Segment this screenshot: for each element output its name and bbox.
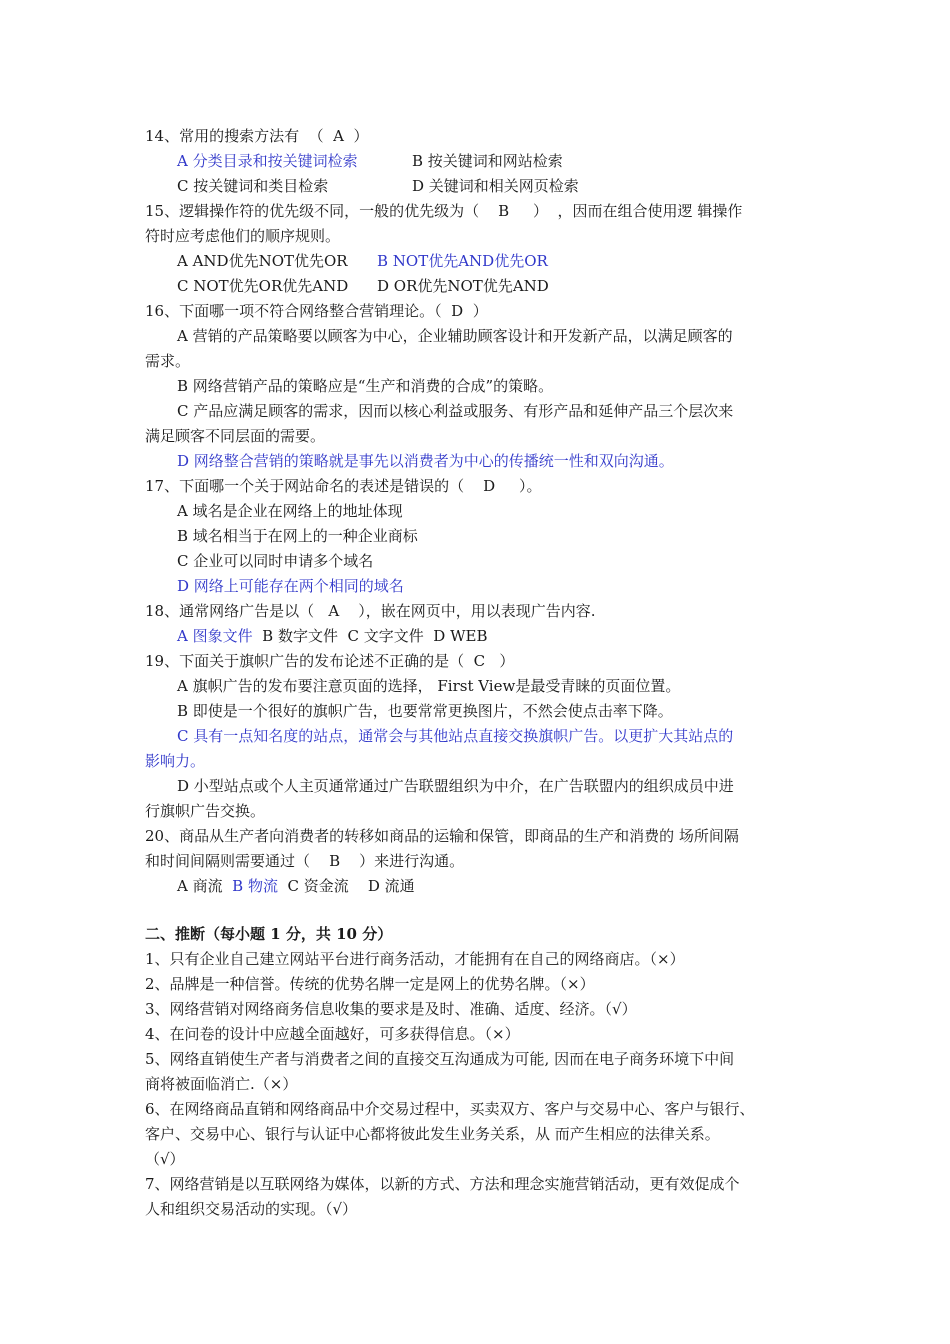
question-15-option-c: C NOT优先OR优先AND [177,277,349,295]
question-19-option-c-line-1: C 具有一点知名度的站点，通常会与其他站点直接交换旗帜广告。以更扩大其站点的 [177,727,734,745]
judgment-item-7-line-2: 人和组织交易活动的实现。（√） [145,1200,358,1218]
document-content [145,124,815,1222]
judgment-item-1: 1、只有企业自己建立网站平台进行商务活动，才能拥有在自己的网络商店。（×） [145,950,685,968]
question-18-options [145,624,815,649]
question-16-stem: 16、下面哪一项不符合网络整合营销理论。（ D ） [145,302,488,320]
question-18-stem: 18、通常网络广告是以（ A ），嵌在网页中，用以表现广告内容. [145,602,596,620]
question-19-option-b: B 即使是一个很好的旗帜广告，也要常常更换图片，不然会使点击率下降。 [177,702,673,720]
question-20-option-d: D 流通 [367,877,415,895]
question-17-option-d: D 网络上可能存在两个相同的域名 [177,577,404,595]
question-17-option-b: B 域名相当于在网上的一种企业商标 [177,527,418,545]
question-19-option-d-line-1: D 小型站点或个人主页通常通过广告联盟组织为中介，在广告联盟内的组织成员中进 [177,777,734,795]
question-20-option-c: C 资金流 [287,877,349,895]
question-20-stem-line-2: 和时间间隔则需要通过（ B ）来进行沟通。 [145,852,465,870]
judgment-item-6-line-1: 6、在网络商品直销和网络商品中介交易过程中，买卖双方、客户与交易中心、客户与银行、 [145,1100,755,1118]
question-20-stem-line-1: 20、商品从生产者向消费者的转移如商品的运输和保管，即商品的生产和消费的 场所间隔 [145,827,739,845]
question-14-stem: 14、常用的搜索方法有 （ A ） [145,127,369,145]
question-15-option-b: B NOT优先AND优先OR [377,252,548,270]
question-14-option-c: C 按关键词和类目检索 [177,177,329,195]
question-15-option-a: A AND优先NOT优先OR [177,252,348,270]
question-14-options-row-2 [145,174,815,199]
question-18-option-d: D WEB [433,627,488,645]
question-16-option-a-line-1: A 营销的产品策略要以顾客为中心，企业辅助顾客设计和开发新产品，以满足顾客的 [177,327,733,345]
judgment-item-6-line-2: 客户、交易中心、银行与认证中心都将彼此发生业务关系，从 而产生相应的法律关系。 [145,1125,720,1143]
question-19-option-c-line-2: 影响力。 [145,752,206,770]
section-spacer [145,899,815,922]
judgment-item-2: 2、品牌是一种信誉。传统的优势名牌一定是网上的优势名牌。（×） [145,975,595,993]
question-15-stem-line-2: 符时应考虑他们的顺序规则。 [145,227,341,245]
question-15-options-row-1 [145,249,815,274]
question-16-option-c-line-1: C 产品应满足顾客的需求，因而以核心利益或服务、有形产品和延伸产品三个层次来 [177,402,734,420]
question-15-stem-line-1: 15、逻辑操作符的优先级不同，一般的优先级为（ B ） ，因而在组合使用逻 辑操作 [145,202,743,220]
question-16-option-a-line-2: 需求。 [145,352,191,370]
question-14-option-d: D 关键词和相关网页检索 [412,177,579,195]
question-16-option-d: D 网络整合营销的策略就是事先以消费者为中心的传播统一性和双向沟通。 [177,452,674,470]
judgment-item-4: 4、在问卷的设计中应越全面越好，可多获得信息。（×） [145,1025,520,1043]
question-18-option-c: C 文字文件 [347,627,424,645]
question-18-option-b: B 数字文件 [262,627,338,645]
question-14-option-a: A 分类目录和按关键词检索 [177,152,358,170]
question-16-option-c-line-2: 满足顾客不同层面的需要。 [145,427,326,445]
question-19-option-d-line-2: 行旗帜广告交换。 [145,802,266,820]
judgment-item-3: 3、网络营销对网络商务信息收集的要求是及时、准确、适度、经济。（√） [145,1000,637,1018]
question-20-option-b: B 物流 [232,877,278,895]
question-15-options-row-2 [145,274,815,299]
question-17-option-a: A 域名是企业在网络上的地址体现 [177,502,403,520]
question-19-option-a: A 旗帜广告的发布要注意页面的选择， First View是最受青睐的页面位置。 [177,677,681,695]
section-2-heading: 二、推断（每小题 1 分，共 10 分） [145,925,393,943]
question-17-stem: 17、下面哪一个关于网站命名的表述是错误的（ D ）。 [145,477,542,495]
judgment-item-6-line-3: （√） [145,1150,185,1168]
question-20-options [145,874,815,899]
question-15-option-d: D OR优先NOT优先AND [377,277,549,295]
question-14-option-b: B 按关键词和网站检索 [412,152,563,170]
question-14-options-row-1 [145,149,815,174]
judgment-item-7-line-1: 7、网络营销是以互联网络为媒体，以新的方式、方法和理念实施营销活动，更有效促成个 [145,1175,740,1193]
judgment-item-5-line-1: 5、网络直销使生产者与消费者之间的直接交互沟通成为可能, 因而在电子商务环境下中间 [145,1050,735,1068]
question-16-option-b: B 网络营销产品的策略应是“生产和消费的合成”的策略。 [177,377,554,395]
question-18-option-a: A 图象文件 [177,627,253,645]
question-17-option-c: C 企业可以同时申请多个域名 [177,552,374,570]
judgment-item-5-line-2: 商将被面临消亡.（×） [145,1075,298,1093]
question-20-option-a: A 商流 [177,877,223,895]
question-19-stem: 19、下面关于旗帜广告的发布论述不正确的是（ C ） [145,652,515,670]
